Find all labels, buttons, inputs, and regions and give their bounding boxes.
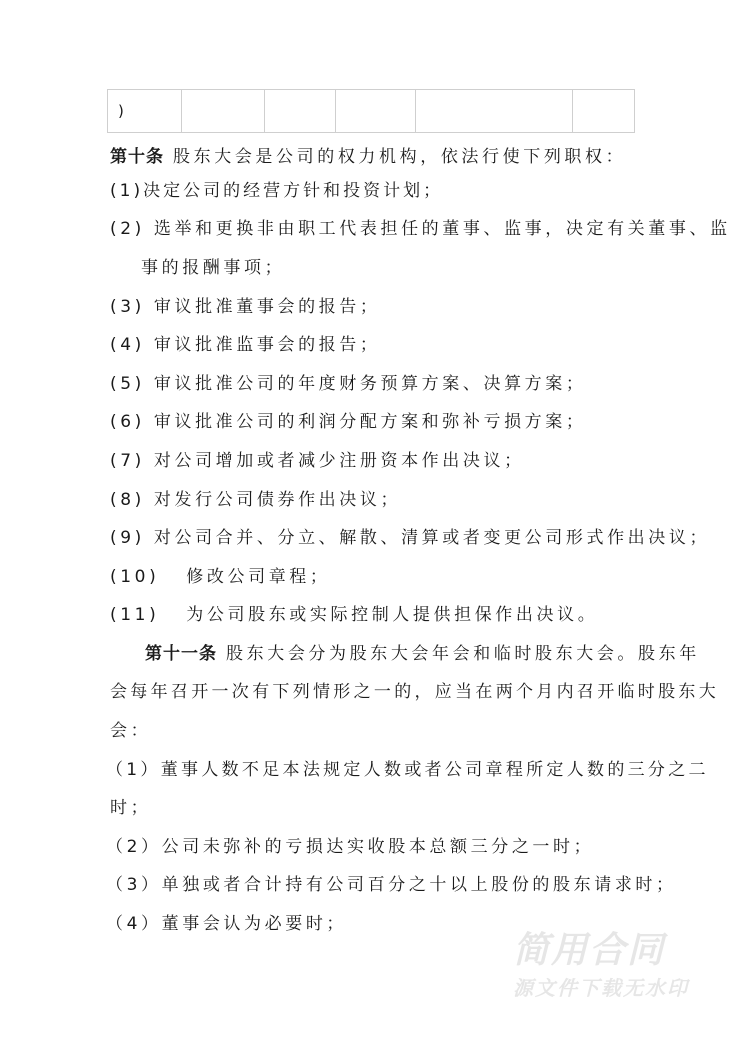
list-item: (6) 审议批准公司的利润分配方案和弥补亏损方案； (110, 412, 587, 432)
watermark-title: 简用合同 (513, 930, 666, 971)
table-cell: ) (108, 90, 182, 133)
paragraph-line: 会每年召开一次有下列情形之一的，应当在两个月内召开临时股东大 (110, 682, 719, 702)
article-11-intro-text: 股东大会分为股东大会年会和临时股东大会。股东年 (226, 644, 700, 664)
list-item: (10) 修改公司章程； (110, 567, 331, 587)
list-item: (2) 选举和更换非由职工代表担任的董事、监事，决定有关董事、监 (110, 219, 731, 239)
table-cell (416, 90, 573, 133)
list-item: （2）公司未弥补的亏损达实收股本总额三分之一时； (106, 837, 595, 857)
list-item: （4）董事会认为必要时； (106, 914, 348, 934)
paragraph-line: 会： (110, 721, 152, 741)
article-10-intro (110, 146, 626, 168)
list-item: （3）单独或者合计持有公司百分之十以上股份的股东请求时； (106, 875, 677, 895)
list-item: (11) 为公司股东或实际控制人提供担保作出决议。 (110, 605, 599, 625)
watermark-subtitle: 源文件下载无水印 (513, 976, 689, 1000)
article-11-heading: 第十一条 (145, 644, 217, 664)
list-item: (9) 对公司合并、分立、解散、清算或者变更公司形式作出决议； (110, 528, 711, 548)
table-cell (265, 90, 336, 133)
list-item: (7) 对公司增加或者减少注册资本作出决议； (110, 451, 525, 471)
list-item: (4) 审议批准监事会的报告； (110, 335, 381, 355)
article-10-intro-text: 股东大会是公司的权力机构，依法行使下列职权： (173, 147, 627, 167)
list-item: (3) 审议批准董事会的报告； (110, 297, 381, 317)
list-item-continuation: 事的报酬事项； (141, 258, 286, 278)
list-item: （1）董事人数不足本法规定人数或者公司章程所定人数的三分之二 (106, 760, 709, 780)
table-row (108, 90, 635, 133)
list-item: (1)决定公司的经营方针和投资计划； (110, 181, 444, 201)
list-item-continuation: 时； (110, 798, 152, 818)
table-fragment (107, 89, 635, 133)
article-11-intro (145, 643, 700, 665)
list-item: (5) 审议批准公司的年度财务预算方案、决算方案； (110, 374, 587, 394)
table-cell (336, 90, 416, 133)
article-10-heading: 第十条 (110, 147, 164, 167)
list-item: (8) 对发行公司债券作出决议； (110, 490, 402, 510)
table-cell (182, 90, 265, 133)
table-cell (573, 90, 635, 133)
